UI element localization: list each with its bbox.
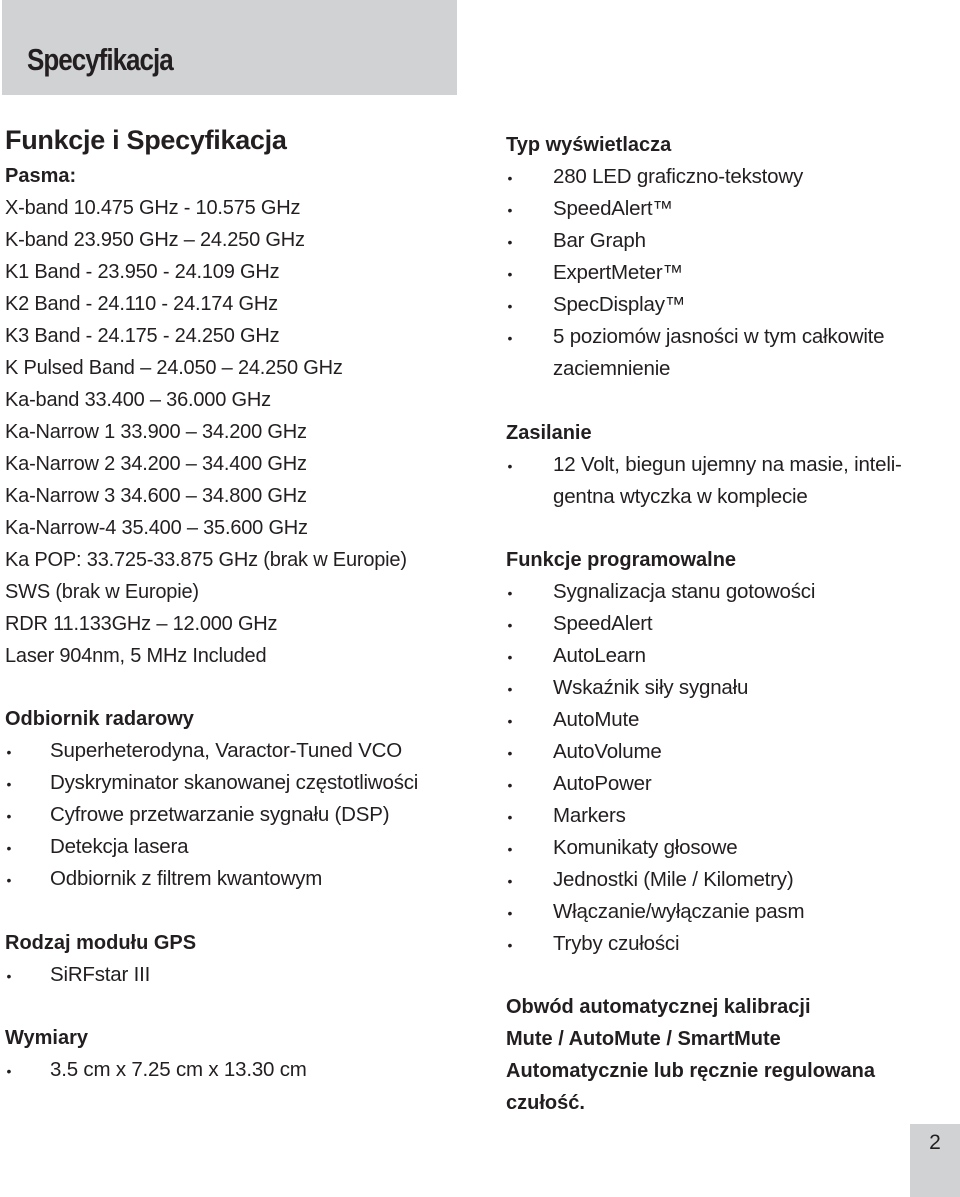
bullet-icon: • (507, 649, 513, 665)
band-item: X-band 10.475 GHz - 10.575 GHz (5, 197, 301, 219)
bullet-icon: • (507, 617, 513, 633)
page-number-box (910, 1124, 960, 1197)
bullet-icon: • (6, 840, 12, 856)
dimensions-heading: Wymiary (5, 1027, 89, 1049)
bullet-icon: • (507, 681, 513, 697)
bullet-icon: • (507, 713, 513, 729)
list-item: 12 Volt, biegun ujemny na masie, inteli- (553, 453, 902, 476)
list-item: Superheterodyna, Varactor-Tuned VCO (50, 739, 402, 762)
list-item: Komunikaty głosowe (553, 836, 738, 859)
bullet-icon: • (507, 202, 513, 218)
band-item: K2 Band - 24.110 - 24.174 GHz (5, 293, 278, 315)
bullet-icon: • (507, 458, 513, 474)
band-item: K1 Band - 23.950 - 24.109 GHz (5, 261, 280, 283)
list-item: Cyfrowe przetwarzanie sygnału (DSP) (50, 803, 390, 826)
list-item: Markers (553, 804, 626, 827)
bullet-icon: • (507, 905, 513, 921)
bullet-icon: • (6, 872, 12, 888)
list-item: Jednostki (Mile / Kilometry) (553, 868, 794, 891)
list-item: AutoMute (553, 708, 640, 731)
band-item: Ka-band 33.400 – 36.000 GHz (5, 389, 271, 411)
list-item: Bar Graph (553, 229, 646, 252)
bullet-icon: • (507, 266, 513, 282)
list-item: AutoVolume (553, 740, 662, 763)
bullet-icon: • (6, 808, 12, 824)
receiver-heading: Odbiornik radarowy (5, 708, 194, 730)
list-item: SpeedAlert (553, 612, 653, 635)
bands-label: Pasma: (5, 165, 77, 187)
list-item: SpeedAlert™ (553, 197, 673, 220)
bullet-icon: • (507, 841, 513, 857)
list-item: Tryby czułości (553, 932, 680, 955)
list-item: ExpertMeter™ (553, 261, 683, 284)
band-item: Laser 904nm, 5 MHz Included (5, 645, 267, 667)
band-item: Ka-Narrow 1 33.900 – 34.200 GHz (5, 421, 307, 443)
bullet-icon: • (507, 873, 513, 889)
list-item: SpecDisplay™ (553, 293, 686, 316)
power-heading: Zasilanie (506, 422, 592, 444)
footer-line: czułość. (506, 1092, 585, 1114)
list-item: Detekcja lasera (50, 835, 189, 858)
list-item-continuation: zaciemnienie (553, 357, 671, 380)
band-item: K-band 23.950 GHz – 24.250 GHz (5, 229, 305, 251)
bullet-icon: • (507, 937, 513, 953)
list-item: 5 poziomów jasności w tym całkowite (553, 325, 885, 348)
bullet-icon: • (507, 777, 513, 793)
band-item: Ka-Narrow 3 34.600 – 34.800 GHz (5, 485, 307, 507)
band-item: Ka-Narrow 2 34.200 – 34.400 GHz (5, 453, 307, 475)
programmable-heading: Funkcje programowalne (506, 549, 737, 571)
list-item: AutoLearn (553, 644, 646, 667)
list-item: Włączanie/wyłączanie pasm (553, 900, 805, 923)
list-item: Odbiornik z filtrem kwantowym (50, 867, 323, 890)
list-item-continuation: gentna wtyczka w komplecie (553, 485, 808, 508)
bullet-icon: • (6, 1063, 12, 1079)
display-heading: Typ wyświetlacza (506, 134, 672, 156)
band-item: SWS (brak w Europie) (5, 581, 199, 603)
page-number: 2 (929, 1131, 941, 1154)
footer-line: Obwód automatycznej kalibracji (506, 996, 811, 1018)
list-item: 280 LED graficzno-tekstowy (553, 165, 804, 188)
bullet-icon: • (6, 744, 12, 760)
page-title: Specyfikacja (27, 42, 173, 77)
bullet-icon: • (507, 170, 513, 186)
bullet-icon: • (6, 776, 12, 792)
band-item: RDR 11.133GHz – 12.000 GHz (5, 613, 278, 635)
footer-line: Automatycznie lub ręcznie regulowana (506, 1060, 875, 1082)
bullet-icon: • (507, 809, 513, 825)
footer-line: Mute / AutoMute / SmartMute (506, 1028, 781, 1050)
bullet-icon: • (6, 968, 12, 984)
gps-heading: Rodzaj modułu GPS (5, 932, 197, 954)
bullet-icon: • (507, 585, 513, 601)
list-item: Sygnalizacja stanu gotowości (553, 580, 816, 603)
bullet-icon: • (507, 745, 513, 761)
list-item: 3.5 cm x 7.25 cm x 13.30 cm (50, 1058, 307, 1081)
section-title: Funkcje i Specyfikacja (5, 125, 287, 155)
list-item: Dyskryminator skanowanej częstotliwości (50, 771, 419, 794)
band-item: Ka-Narrow-4 35.400 – 35.600 GHz (5, 517, 308, 539)
band-item: Ka POP: 33.725-33.875 GHz (brak w Europie) (5, 549, 407, 571)
bullet-icon: • (507, 234, 513, 250)
bullet-icon: • (507, 330, 513, 346)
list-item: Wskaźnik siły sygnału (553, 676, 749, 699)
band-item: K Pulsed Band – 24.050 – 24.250 GHz (5, 357, 343, 379)
list-item: AutoPower (553, 772, 652, 795)
band-item: K3 Band - 24.175 - 24.250 GHz (5, 325, 280, 347)
list-item: SiRFstar III (50, 963, 151, 986)
bullet-icon: • (507, 298, 513, 314)
